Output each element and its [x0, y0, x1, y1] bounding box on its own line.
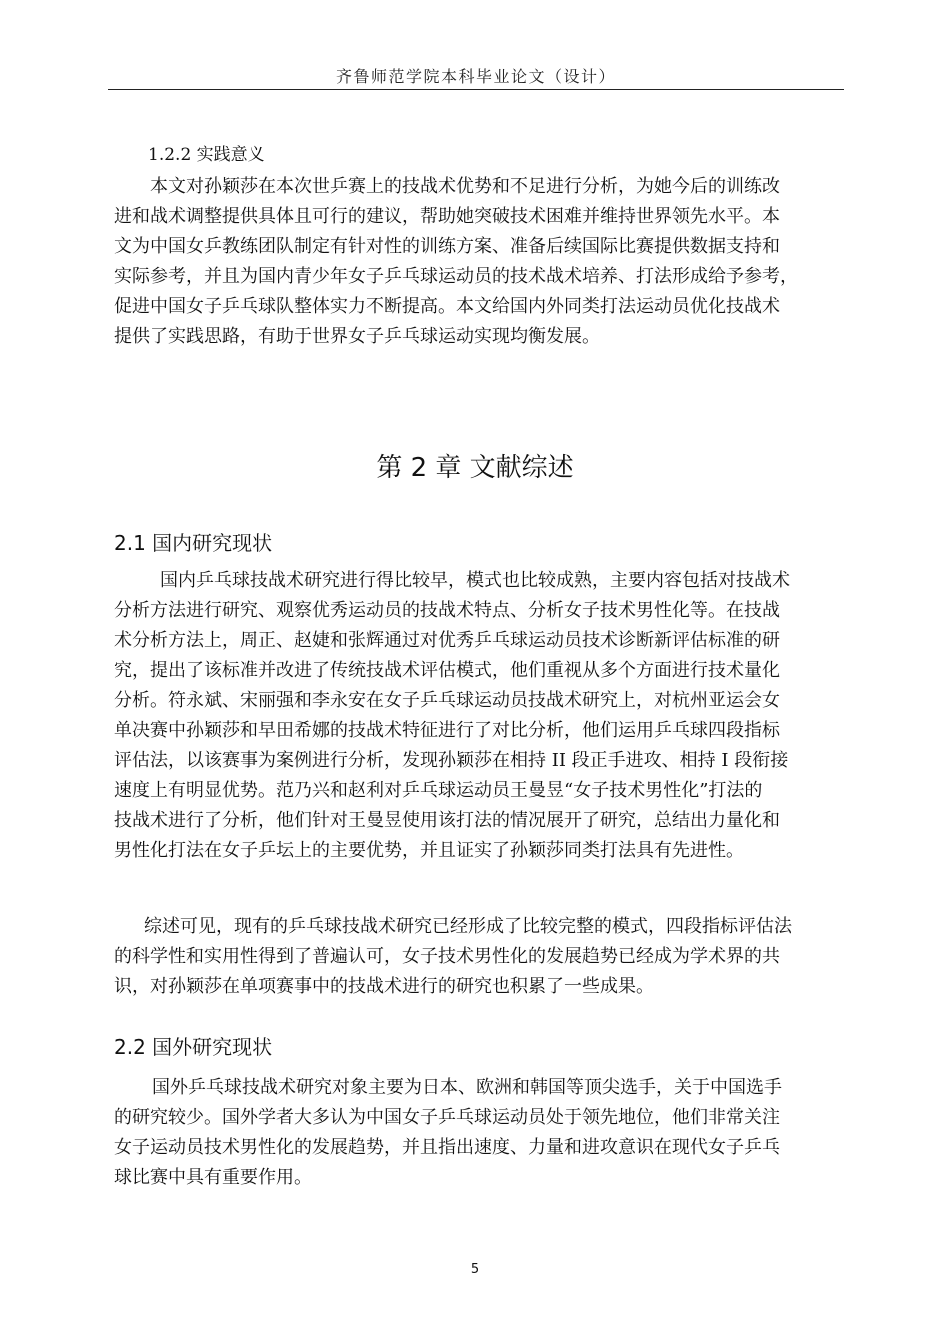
text-line: 国外乒乓球技战术研究对象主要为日本、欧洲和韩国等顶尖选手，关于中国选手 — [152, 1077, 782, 1098]
text-line: 进和战术调整提供具体且可行的建议，帮助她突破技术困难并维持世界领先水平。本 — [114, 206, 780, 227]
text-line: 本文对孙颖莎在本次世乒赛上的技战术优势和不足进行分析，为她今后的训练改 — [150, 176, 780, 197]
page-number: 5 — [470, 1262, 480, 1277]
paragraph-domestic-research — [114, 566, 842, 866]
paragraph-practical-significance — [114, 172, 842, 352]
running-header: 齐鲁师范学院本科毕业论文（设计） — [335, 67, 616, 86]
text-line: 国内乒乓球技战术研究进行得比较早，模式也比较成熟，主要内容包括对技战术 — [160, 570, 790, 591]
text-line: 分析。符永斌、宋丽强和李永安在女子乒乓球运动员技战术研究上，对杭州亚运会女 — [114, 690, 780, 711]
text-line: 文为中国女乒教练团队制定有针对性的训练方案、准备后续国际比赛提供数据支持和 — [114, 236, 780, 257]
text-line: 技战术进行了分析，他们针对王曼昱使用该打法的情况展开了研究，总结出力量化和 — [114, 810, 780, 831]
text-line: 识，对孙颖莎在单项赛事中的技战术进行的研究也积累了一些成果。 — [114, 976, 654, 997]
text-line: 球比赛中具有重要作用。 — [114, 1167, 312, 1188]
text-line: 女子运动员技术男性化的发展趋势，并且指出速度、力量和进攻意识在现代女子乒乓 — [114, 1137, 780, 1158]
text-line: 提供了实践思路，有助于世界女子乒乓球运动实现均衡发展。 — [114, 326, 600, 347]
text-line: 促进中国女子乒乓球队整体实力不断提高。本文给国内外同类打法运动员优化技战术 — [114, 296, 780, 317]
text-line: 实际参考，并且为国内青少年女子乒乓球运动员的技术战术培养、打法形成给予参考， — [114, 266, 798, 287]
paragraph-domestic-summary — [114, 912, 842, 1002]
text-line: 的科学性和实用性得到了普遍认可，女子技术男性化的发展趋势已经成为学术界的共 — [114, 946, 780, 967]
text-line: 分析方法进行研究、观察优秀运动员的技战术特点、分析女子技术男性化等。在技战 — [114, 600, 780, 621]
subsection-heading-1-2-2: 1.2.2 实践意义 — [148, 145, 265, 165]
section-heading-2-1: 2.1 国内研究现状 — [114, 531, 273, 555]
chapter-title: 第 2 章 文献综述 — [376, 453, 574, 483]
text-line: 的研究较少。国外学者大多认为中国女子乒乓球运动员处于领先地位，他们非常关注 — [114, 1107, 780, 1128]
text-line: 男性化打法在女子乒坛上的主要优势，并且证实了孙颖莎同类打法具有先进性。 — [114, 840, 744, 861]
header-rule — [108, 89, 844, 90]
section-heading-2-2: 2.2 国外研究现状 — [114, 1035, 273, 1059]
text-line: 综述可见，现有的乒乓球技战术研究已经形成了比较完整的模式，四段指标评估法 — [144, 916, 792, 937]
text-line: 究，提出了该标准并改进了传统技战术评估模式，他们重视从多个方面进行技术量化 — [114, 660, 780, 681]
text-line: 速度上有明显优势。范乃兴和赵利对乒乓球运动员王曼昱“女子技术男性化”打法的 — [114, 780, 763, 801]
paragraph-foreign-research — [114, 1073, 842, 1193]
text-line: 单决赛中孙颖莎和早田希娜的技战术特征进行了对比分析，他们运用乒乓球四段指标 — [114, 720, 780, 741]
text-line: 术分析方法上，周正、赵婕和张辉通过对优秀乒乓球运动员技术诊断新评估标准的研 — [114, 630, 780, 651]
text-line: 评估法，以该赛事为案例进行分析，发现孙颖莎在相持 II 段正手进攻、相持 I 段衔接 — [114, 750, 789, 771]
